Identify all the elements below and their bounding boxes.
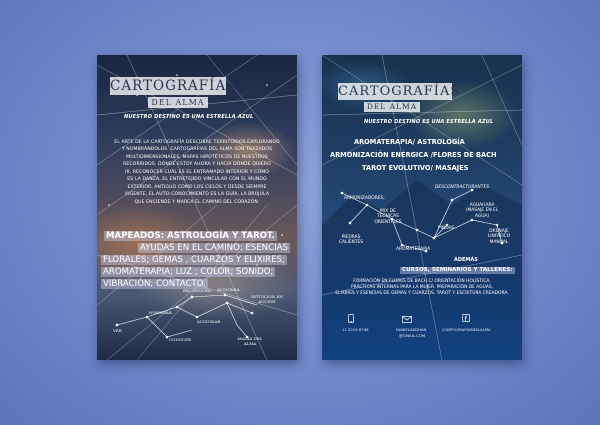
highlight-line: AROMATERAPIA; LUZ ; COLOR; SONIDO; [103,267,274,277]
phone-icon [348,314,354,323]
constellation-label: AGUAHARA (MASAJE EN EL AGUA) [465,203,499,219]
paragraph-line: Y NOMBRÁNDOLOS. CARTOGRAFÍAS DEL ALMA SON TRAZADOS [121,147,273,152]
flyer-tagline: NUESTRO DESTINO ES UNA ESTRELLA AZUL [124,114,254,120]
paragraph-line: MULTIDIMENSIONALES, MAPAS HIPOTÉTICOS DE NUESTROS [126,155,268,160]
right-flyer [322,55,522,360]
highlight-line: FLORALES; GEMAS , CUARZOS Y ELIXIRES; [103,255,285,265]
constellation-label: ALQUIMIA [217,287,240,292]
constellation-label: PIEDRAS CALIENTES [338,235,364,246]
constellation-label: DESCONTRACTURANTES [435,185,490,190]
paragraph-line: RECORRIDOS. DÓNDE ESTOY AHORA Y HACIA DÓNDE QUIERO [123,162,271,167]
paragraph-line: EXTERIOR. ANTIGUO COMO LOS CIELOS Y DESDE SIEMPRE [127,185,267,190]
paragraph-line: VIGENTE, EL AUTO-CONOCIMIENTO ES LA GUÍA, LA BRÚJULA [124,192,270,197]
course-line: ELIXIRES Y ESENCIAS DE GEMAS Y CUARZOS. TAROT Y ESCRITURA CREADORA. [335,291,509,296]
paragraph-line: ES LA DANZA, EL ENTRETEJIDO VINCULAR CON EL MUNDO [127,177,267,182]
flyer-title: CARTOGRAFÍAS [338,84,461,99]
service-line: AROMATERAPIA/ ASTROLOGÍA [354,138,465,146]
flyer-subtitle: DEL ALMA [148,97,208,108]
email-icon [402,316,412,323]
constellation-label: MAGIA DEL ALMA [237,336,263,346]
flyer-title: CARTOGRAFÍAS [110,78,237,94]
constellation-label: PINDAS [438,226,455,231]
constellation-label: NOMBRAR [149,310,172,315]
course-line: FORMACIÓN EN FLORES DE BACH C/ ORIENTACIÓN HOLÍSTICA. [353,279,491,284]
constellation-label: DRENAJE LINFÁTICO MANUAL [487,229,511,245]
constellation-label: AROMATERAPIA [396,247,431,252]
flyer-subtitle: DEL ALMA [364,102,420,112]
facebook-page[interactable]: /CARTOGRAFÍASDELALMA [442,327,491,332]
constellation-label: MIX DE TÉCNICAS ORIENTALES [374,209,402,225]
phone-number[interactable]: 11 5229 8746 [342,327,369,332]
constellation-label: ACCIONAR [197,319,221,324]
course-line: PRÁCTICAS INTERNAS PARA LA MUJER. PREPARACIÓN DE AGUAS, [350,285,494,290]
flyer-tagline: NUESTRO DESTINO ES UNA ESTRELLA AZUL [364,119,494,125]
highlight-line: AYUDAS EN EL CAMINO: ESENCIAS [140,243,288,253]
facebook-icon [462,314,470,322]
highlight-line: VIBRACIÓN; CONTACTO. [103,279,206,289]
constellation-label: VER [113,328,122,333]
constellation-label: CONOCER [169,337,192,342]
paragraph-line: IR. RECONOCER CUÁL ES EL ENTRAMADO INTERIOR Y CÓMO [125,170,269,175]
highlight-line: MAPEADOS: ASTROLOGÍA Y TAROT. [106,231,275,241]
paragraph-line: EL ARTE DE LA CARTOGRAFÍA DESCUBRE TERRITORIOS EXPLORANDO [114,140,280,145]
ademas-label: ADEMÁS [454,257,478,263]
left-flyer [97,55,297,360]
email-user[interactable]: DANIELAKDHAN [396,327,427,332]
constellation-label: ARMONIZADORES, [344,196,385,201]
paragraph-line: QUE ENCIENDE Y MARCA EL CAMINO DEL CORAZÓN. [134,200,260,205]
service-line: ARMONIZACIÓN ENÉRGICA /FLORES DE BACH [330,151,497,159]
service-line: TAROT EVOLUTIVO/ MASAJES [362,164,469,172]
email-domain[interactable]: @GMAIL.COM [399,333,425,338]
constellation-label: RECONOCER [183,288,212,293]
courses-heading: CURSOS, SEMINARIOS Y TALLERES: [402,267,513,273]
constellation-label: INTUICION EN ACCION [251,294,283,304]
